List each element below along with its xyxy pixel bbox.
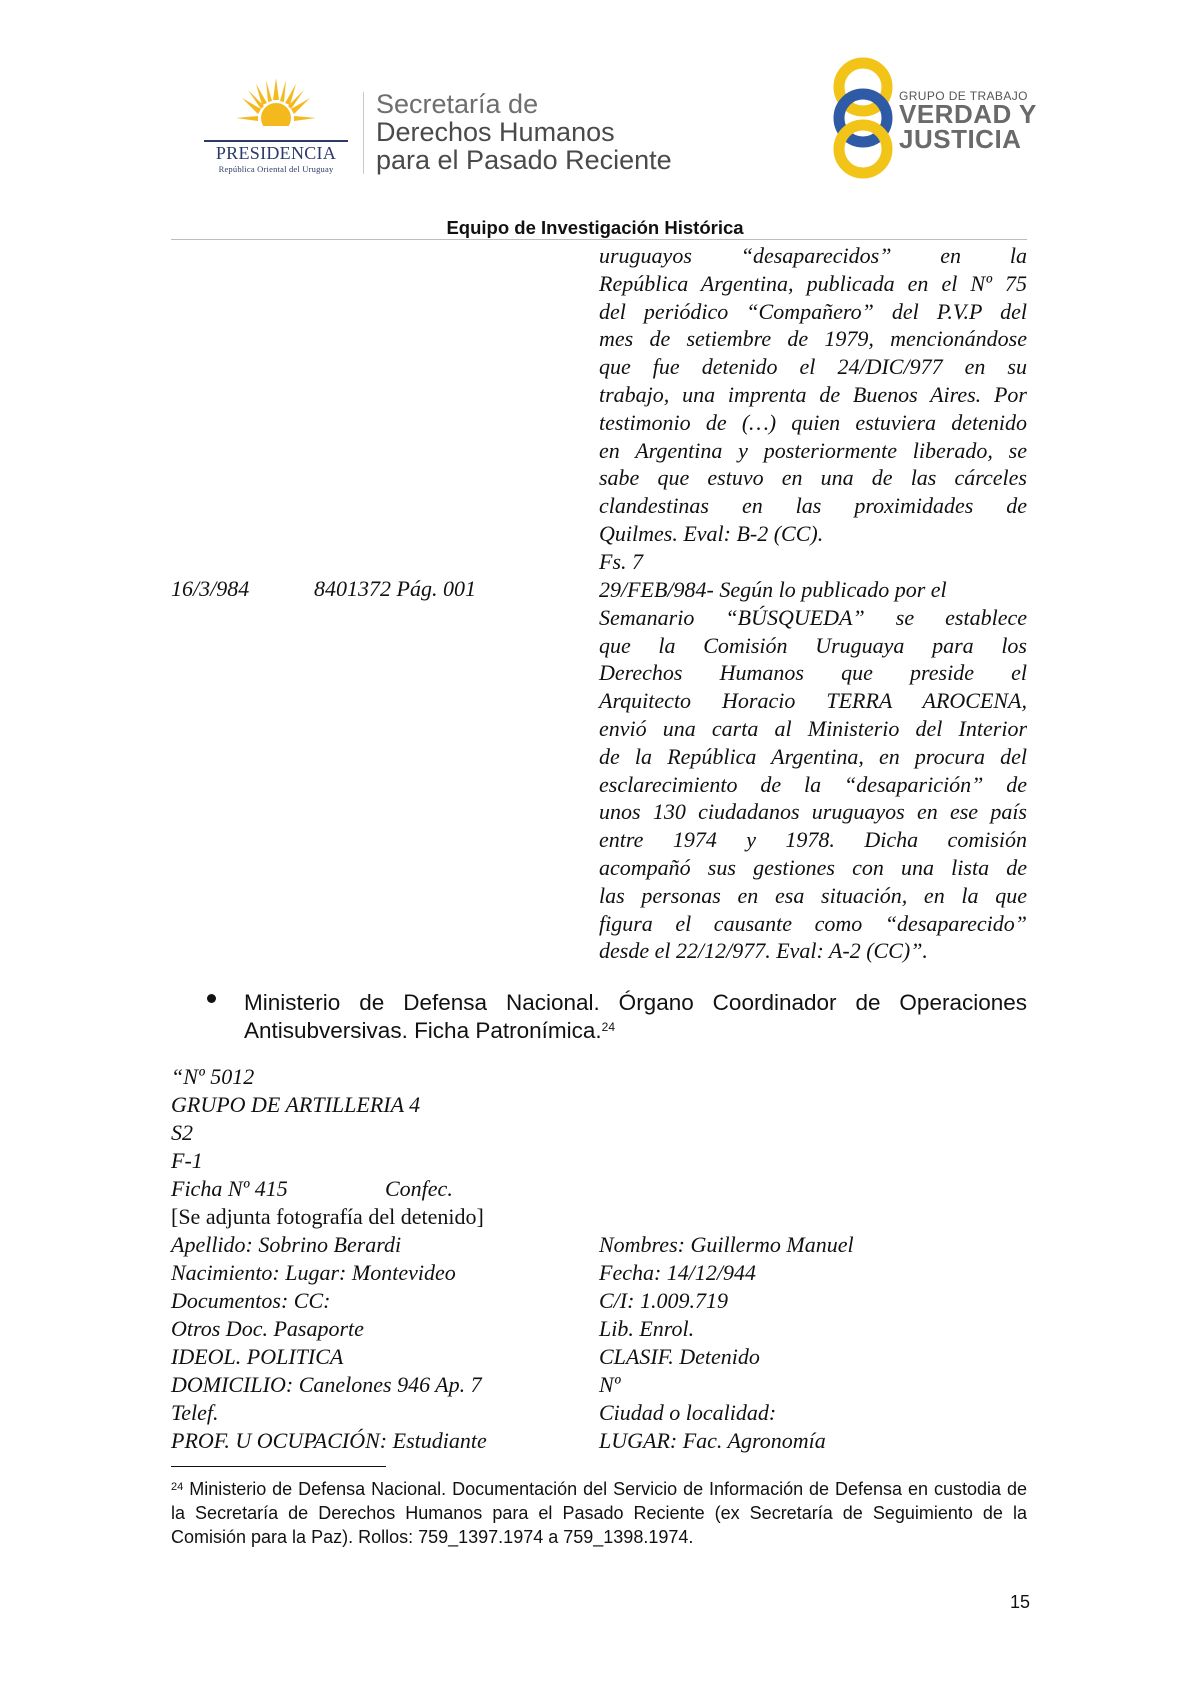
ficha-field-left: Telef. <box>171 1400 219 1425</box>
text-line: clandestinas en las proximidades de <box>599 493 1027 519</box>
record-date: 16/3/984 <box>171 576 250 601</box>
record-doc-ref: 8401372 Pág. 001 <box>314 576 476 601</box>
text-line: República Argentina, publicada en el Nº 75 <box>599 270 1027 296</box>
text-line: que fue detenido el 24/DIC/977 en su <box>599 354 1027 380</box>
ficha-field-left: Otros Doc. Pasaporte <box>171 1316 364 1341</box>
photo-note: [Se adjunta fotografía del detenido] <box>171 1204 484 1229</box>
ficha-number: Ficha Nº 415 <box>171 1176 288 1201</box>
ficha-field-left: PROF. U OCUPACIÓN: Estudiante <box>171 1428 487 1453</box>
presidencia-name: PRESIDENCIA <box>215 143 337 163</box>
sun-icon <box>236 78 316 142</box>
gtvj-subtitle: GRUPO DE TRABAJO <box>899 89 1028 103</box>
team-label: Equipo de Investigación Histórica <box>446 217 744 238</box>
text-line: Semanario “BÚSQUEDA” se establece <box>599 604 1027 630</box>
text-line: envió una carta al Ministerio del Interior <box>599 715 1027 741</box>
ficha-field-right: LUGAR: Fac. Agronomía <box>599 1428 826 1453</box>
ficha-confec: Confec. <box>385 1176 453 1201</box>
text-line: Fs. 7 <box>599 548 643 574</box>
text-line: unos 130 ciudadanos uruguayos en ese país <box>599 799 1027 825</box>
ficha-line: F-1 <box>171 1148 203 1173</box>
secretaria-line-2: Derechos Humanos <box>376 117 615 147</box>
record-continued-text <box>599 242 1027 576</box>
text-line: desde el 22/12/977. Eval: A-2 (CC)”. <box>599 938 928 964</box>
ficha-field-right: Lib. Enrol. <box>599 1316 695 1341</box>
ficha-field-right: Ciudad o localidad: <box>599 1400 777 1425</box>
rings-icon <box>822 56 904 180</box>
ficha-line: “Nº 5012 <box>171 1064 255 1089</box>
ficha-field-left: Documentos: CC: <box>171 1288 331 1313</box>
gtvj-title <box>899 99 1037 154</box>
gtvj-line-2: VERDAD Y <box>899 99 1037 129</box>
text-line: Derechos Humanos que preside el <box>599 660 1027 686</box>
ficha-field-right: Nº <box>599 1372 621 1397</box>
text-line: esclarecimiento de la “desaparición” de <box>599 771 1027 797</box>
text-line: de la República Argentina, en procura del <box>599 743 1027 769</box>
ficha-field-right: Nombres: Guillermo Manuel <box>599 1232 854 1257</box>
bullet-item <box>244 989 1027 1045</box>
ficha-field-left: Nacimiento: Lugar: Montevideo <box>171 1260 456 1285</box>
text-line: entre 1974 y 1978. Dicha comisión <box>599 827 1027 853</box>
page-number: 15 <box>1009 1592 1030 1612</box>
header-divider <box>363 92 364 174</box>
text-line: las personas en esa situación, en la que <box>599 882 1027 908</box>
record-entry-text <box>599 576 1027 965</box>
gtvj-line-3: JUSTICIA <box>899 124 1022 154</box>
text-line: figura el causante como “desaparecido” <box>599 910 1027 936</box>
text-line: que la Comisión Uruguaya para los <box>599 632 1027 658</box>
presidencia-rule <box>204 140 348 142</box>
text-line: uruguayos “desaparecidos” en la <box>599 243 1027 268</box>
secretaria-line-3: para el Pasado Reciente <box>376 145 672 175</box>
footnote-ref: 24 <box>601 1020 615 1034</box>
footnote-rule <box>171 1466 386 1467</box>
ficha-field-left: DOMICILIO: Canelones 946 Ap. 7 <box>171 1372 482 1397</box>
ficha-field-right: CLASIF. Detenido <box>599 1344 760 1369</box>
text-line: mes de setiembre de 1979, mencionándose <box>599 326 1027 352</box>
ficha-field-right: Fecha: 14/12/944 <box>599 1260 757 1285</box>
secretaria-logo-text <box>376 90 672 174</box>
bullet-icon <box>207 994 216 1003</box>
ficha-line: GRUPO DE ARTILLERIA 4 <box>171 1092 421 1117</box>
presidencia-subtitle: República Oriental del Uruguay <box>218 164 334 174</box>
text-line: 29/FEB/984- Según lo publicado por el <box>599 577 947 602</box>
secretaria-line-1: Secretaría de <box>376 89 539 119</box>
ficha-field-left: Apellido: Sobrino Berardi <box>171 1232 402 1257</box>
bullet-text: Ministerio de Defensa Nacional. Órgano Coordinador de Operaciones Antisubversivas. Ficha Patronímica. <box>244 990 1027 1043</box>
text-line: Arquitecto Horacio TERRA AROCENA, <box>599 688 1027 714</box>
ficha-field-right: C/I: 1.009.719 <box>599 1288 728 1313</box>
ficha-line: S2 <box>171 1120 193 1145</box>
header-rule <box>171 239 1027 240</box>
text-line: acompañó sus gestiones con una lista de <box>599 854 1027 880</box>
footnote-text: Ministerio de Defensa Nacional. Documentación del Servicio de Información de Defensa en custodia de la Secretaría de Derechos Humanos para el Pasado Reciente (ex Secretaría de Seguimiento de la Comisión para la Paz). Rollos: 759_1397.1974 a 759_1398.1974. <box>171 1479 1027 1547</box>
ficha-field-left: IDEOL. POLITICA <box>171 1344 344 1369</box>
text-line: testimonio de (…) quien estuviera detenido <box>599 409 1027 435</box>
footnote-number: 24 <box>171 1481 184 1493</box>
footnote <box>171 1477 1027 1549</box>
text-line: en Argentina y posteriormente liberado, se <box>599 437 1027 463</box>
text-line: trabajo, una imprenta de Buenos Aires. Por <box>599 381 1027 407</box>
text-line: del periódico “Compañero” del P.V.P del <box>599 298 1027 324</box>
text-line: sabe que estuvo en una de las cárceles <box>599 465 1027 491</box>
text-line: Quilmes. Eval: B-2 (CC). <box>599 520 824 546</box>
